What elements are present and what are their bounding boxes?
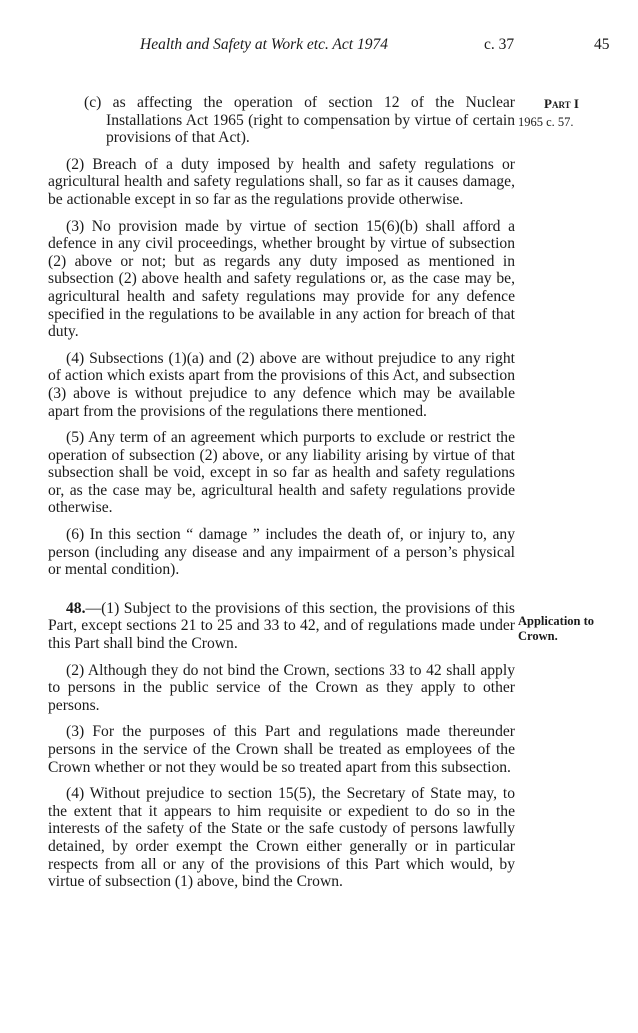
body-text <box>48 94 515 900</box>
section-48-subsection-3: (3) For the purposes of this Part and regulations made thereunder persons in the service of the Crown shall be treated as employees of the Crown whether or not they would be so treated apart from this subsection. <box>48 723 515 776</box>
running-header <box>0 36 638 56</box>
section-48-subsection-2: (2) Although they do not bind the Crown, sections 33 to 42 shall apply to persons in the public service of the Crown as they apply to other persons. <box>48 661 515 714</box>
act-title: Health and Safety at Work etc. Act 1974 <box>140 36 388 53</box>
margin-note-application: Application to Crown. <box>518 614 595 643</box>
chapter-number: c. 37 <box>484 36 515 53</box>
subsection-4: (4) Subsections (1)(a) and (2) above are without prejudice to any right of action which exists apart from the provisions of this Act, and subsection (3) above is without prejudice to any defence which may be available apart from the provisions of the regulations there mentioned. <box>48 349 515 420</box>
section-48-text: —(1) Subject to the provisions of this section, the provisions of this Part, except sections 21 to 25 and 33 to 42, and of regulations made under this Part shall bind the Crown. <box>48 599 515 653</box>
margin-note-citation: 1965 c. 57. <box>518 115 574 129</box>
section-48-subsection-4: (4) Without prejudice to section 15(5), the Secretary of State may, to the extent that it appears to him requisite or expedient to do so in the interests of the safety of the State or the safe custody of persons lawfully detained, by order exempt the Crown either generally or in particular respects from all or any of the provisions of this Part which would, by virtue of subsection (1) above, bind the Crown. <box>48 785 515 891</box>
page-number: 45 <box>594 36 610 53</box>
section-number: 48. <box>66 599 86 617</box>
subsection-3: (3) No provision made by virtue of section 15(6)(b) shall afford a defence in any civil proceedings, whether brought by virtue of subsection (2) above or not; but as regards any duty imposed as mentioned in subsection (2) above health and safety regulations or, as the case may be, agricultural health and safety regulations may provide for any defence specified in the regulations to be available in any action for breach of that duty. <box>48 217 515 341</box>
margin-note-part: Part I <box>544 96 579 111</box>
subsection-6: (6) In this section “ damage ” includes the death of, or injury to, any person (including any disease and any impairment of a person’s physical or mental condition). <box>48 526 515 579</box>
subsection-2: (2) Breach of a duty imposed by health and safety regulations or agricultural health and safety regulations shall, so far as it causes damage, be actionable except in so far as the regulations provide otherwise. <box>48 155 515 208</box>
section-48-subsection-1 <box>48 600 515 653</box>
paragraph-item-c: (c) as affecting the operation of section 12 of the Nuclear Installations Act 1965 (right to compensation by virtue of certain provisions of that Act). <box>84 94 515 147</box>
subsection-5: (5) Any term of an agreement which purports to exclude or restrict the operation of subsection (2) above, or any liability arising by virtue of that subsection shall be void, except in so far as health and safety regulations or, as the case may be, agricultural health and safety regulations provide otherwise. <box>48 429 515 517</box>
